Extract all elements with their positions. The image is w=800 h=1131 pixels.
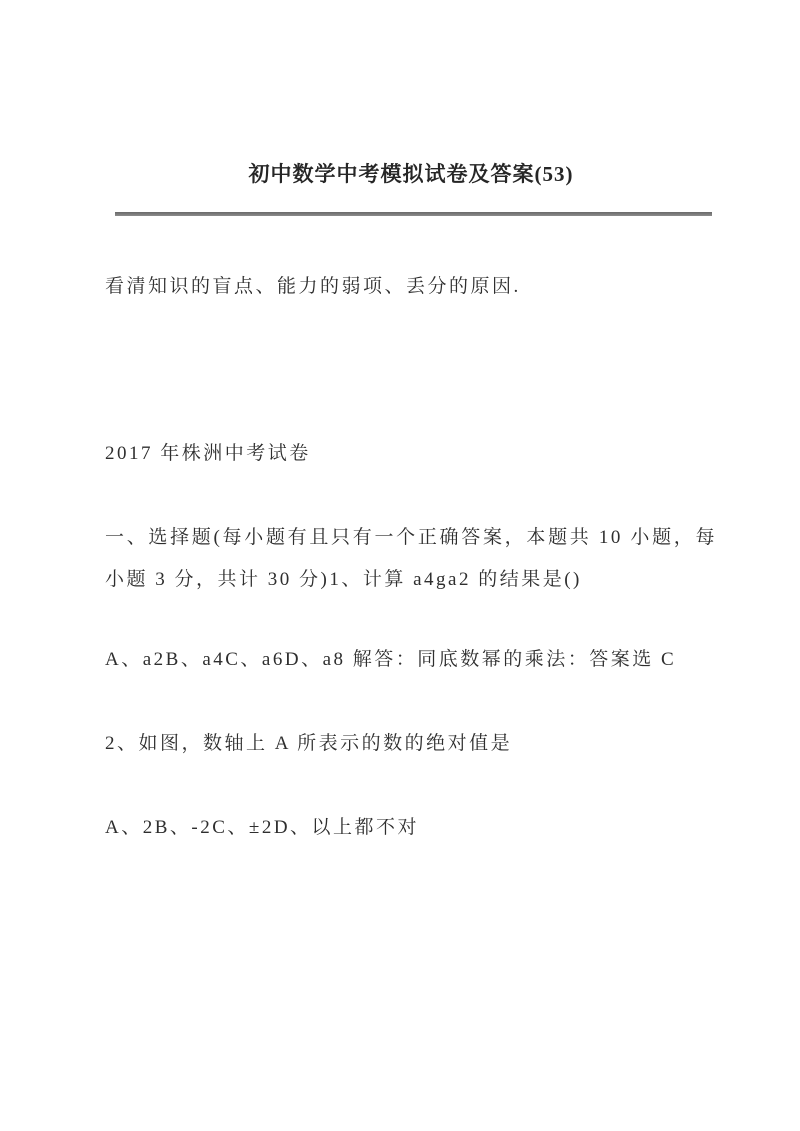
page-title: 初中数学中考模拟试卷及答案(53) xyxy=(248,162,574,186)
question-1-options-answer-paragraph: A、a2B、a4C、a6D、a8 解答：同底数幂的乘法：答案选 C xyxy=(105,649,677,670)
exam-title-paragraph: 2017 年株洲中考试卷 xyxy=(105,443,311,464)
title-divider xyxy=(115,212,712,216)
question-2-options-paragraph: A、2B、-2C、±2D、以上都不对 xyxy=(105,817,420,838)
intro-paragraph: 看清知识的盲点、能力的弱项、丢分的原因. xyxy=(105,276,521,297)
document-content xyxy=(105,0,717,849)
question-2-text-paragraph: 2、如图，数轴上 A 所表示的数的绝对值是 xyxy=(105,733,513,754)
section-header-question-1-paragraph: 一、选择题(每小题有且只有一个正确答案，本题共 10 小题，每小题 3 分，共计 30 分)1、计算 a4ga2 的结果是() xyxy=(105,527,717,590)
